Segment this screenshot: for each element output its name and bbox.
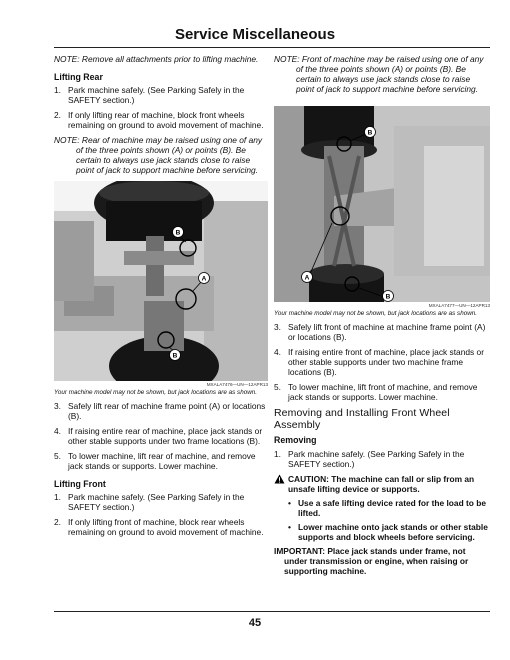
- photo-label-b2: B: [385, 293, 391, 301]
- header-rule: [54, 47, 490, 48]
- list-item: 3. Safely lift front of machine at machine frame point (A) or locations (B).: [274, 322, 486, 342]
- photo-label-b1: B: [175, 229, 181, 237]
- photo-ref-code: MXALA7477—UN—12APR13: [428, 303, 490, 308]
- photo-label-a: A: [201, 275, 207, 283]
- warning-icon: [274, 474, 285, 484]
- photo-caption: Your machine model may not be shown, but jack locations are as shown.: [274, 310, 478, 317]
- note-remove-attachments: NOTE: Remove all attachments prior to lifting machine.: [54, 54, 259, 64]
- list-item: 1. Park machine safely. (See Parking Safely in the SAFETY section.): [54, 85, 245, 105]
- photo-ref-code: MXALA7476—UN—12APR13: [206, 382, 268, 387]
- list-item: 5. To lower machine, lift front of machine, and remove jack stands or supports. Lower machine.: [274, 382, 478, 402]
- left-column: [54, 54, 268, 542]
- caution-text: CAUTION: The machine can fall or slip from an unsafe lifting device or supports.: [288, 474, 475, 494]
- rear-steps-a: [54, 85, 268, 130]
- rear-steps-b: [54, 401, 268, 471]
- list-item: 3. Safely lift rear of machine frame point (A) or locations (B).: [54, 401, 266, 421]
- list-item: 4. If raising entire rear of machine, place jack stands or other stable supports under two frame locations (B).: [54, 426, 263, 446]
- list-item: 4. If raising entire front of machine, place jack stands or other stable supports under two machine frame locations (B).: [274, 347, 484, 377]
- front-lift-photo: [274, 106, 490, 302]
- list-item: 2. If only lifting front of machine, block rear wheels remaining on ground to avoid movement of machine.: [54, 517, 264, 537]
- photo-caption: Your machine model may not be shown, but jack locations are as shown.: [54, 389, 258, 396]
- note-front-lift-points: NOTE: Front of machine may be raised using one of any of the three points shown (A) or points (B). Be certain to always use jack stands close to raise point of jack to support machine before servicing.: [274, 54, 484, 94]
- list-item: 1. Park machine safely. (See Parking Safely in the SAFETY section.): [274, 449, 465, 469]
- remove-steps: [274, 449, 490, 469]
- list-item: 5. To lower machine, lift rear of machine, and remove jack stands or supports. Lower machine.: [54, 451, 256, 471]
- rear-lift-photo: [54, 181, 268, 381]
- lifting-rear-heading: Lifting Rear: [54, 72, 103, 82]
- lifting-front-heading: Lifting Front: [54, 479, 106, 489]
- note-rear-lift-points: NOTE: Rear of machine may be raised using one of any of the three points shown (A) or points (B). Be certain to always use jack stands close to raise point of jack to support machine before servicing.: [54, 135, 263, 175]
- photo-label-b1: B: [367, 129, 373, 137]
- list-item: 1. Park machine safely. (See Parking Safely in the SAFETY section.): [54, 492, 245, 512]
- front-steps: [54, 492, 268, 537]
- section-heading-front-wheel: Removing and Installing Front Wheel Assembly: [274, 407, 450, 431]
- front-steps-continued: [274, 322, 490, 402]
- page-number: 45: [248, 617, 262, 629]
- right-column: [274, 54, 490, 576]
- page-title: Service Miscellaneous: [174, 26, 336, 43]
- list-item: • Use a safe lifting device rated for the load to be lifted.: [288, 498, 490, 518]
- important-note: IMPORTANT: Place jack stands under frame, not under transmission or engine, when raising or supporting machine.: [274, 546, 469, 576]
- photo-label-a: A: [304, 274, 310, 282]
- list-item: • Lower machine onto jack stands or other stable supports and block wheels before servicing.: [288, 522, 490, 542]
- removing-heading: Removing: [274, 435, 317, 445]
- photo-label-b2: B: [172, 352, 178, 360]
- footer-rule: [54, 611, 490, 612]
- list-item: 2. If only lifting rear of machine, block front wheels remaining on ground to avoid movement of machine.: [54, 110, 264, 130]
- caution-bullets: [274, 498, 490, 542]
- caution-block: [274, 474, 490, 494]
